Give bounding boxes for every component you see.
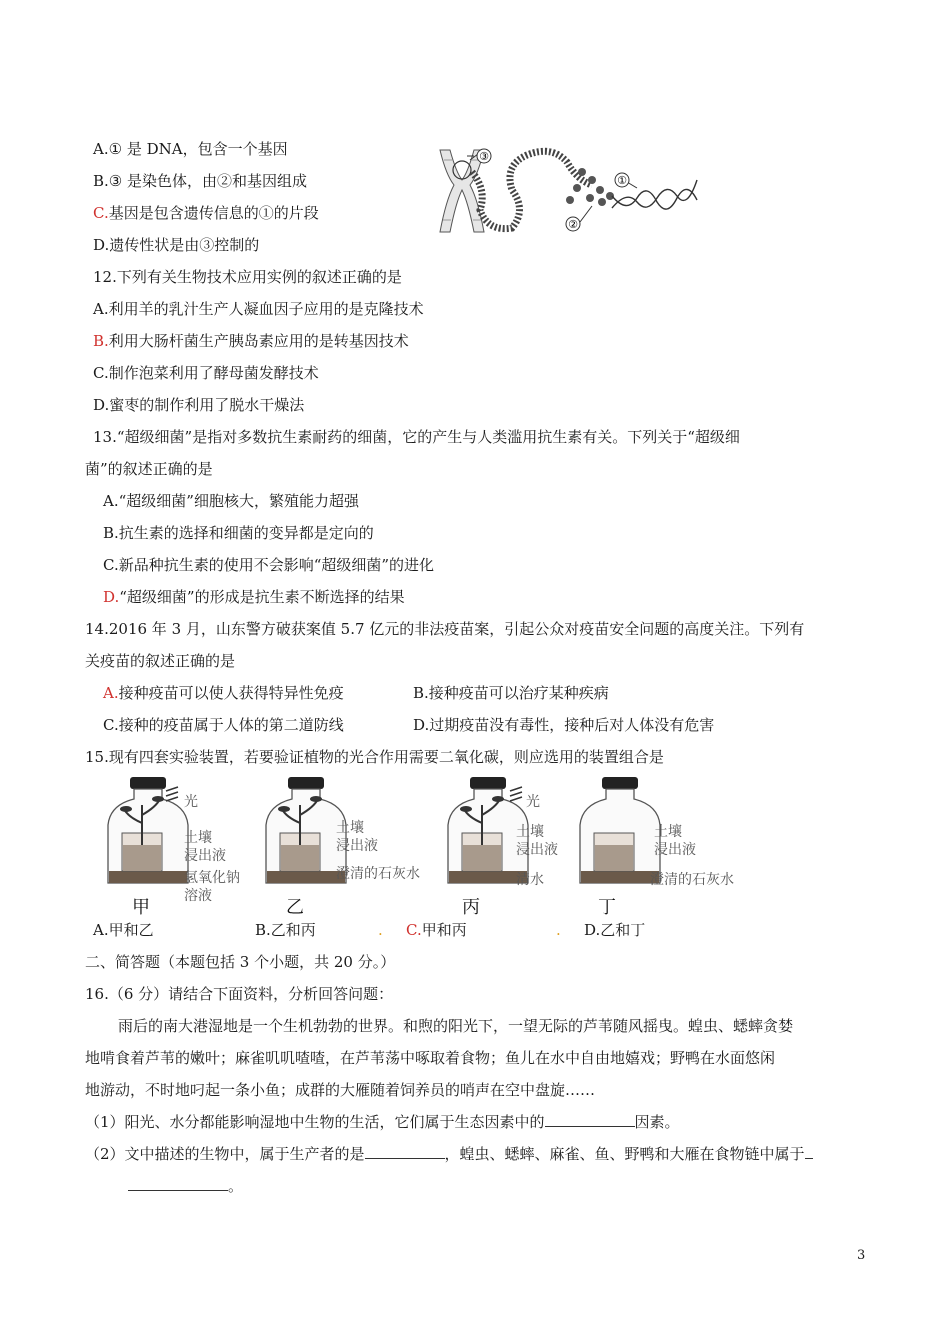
q13-stem-line2: 菌”的叙述正确的是 [85,460,213,478]
q15-option-c[interactable] [406,920,467,940]
q11-option-a[interactable]: A.① 是 DNA，包含一个基因 [93,140,288,158]
q16-sub2-text: （2）文中描述的生物中，属于生产者的是 [85,1145,365,1163]
figure-marker-1: ① [617,174,627,187]
q14-option-a-text: 接种疫苗可以使人获得特异性免疫 [118,684,344,702]
q16-sub1-blank[interactable] [545,1112,635,1127]
jar-jia [100,775,270,920]
q14-option-d[interactable]: D.过期疫苗没有毒性，接种后对人体没有危害 [413,716,715,734]
figure-marker-2: ② [568,218,578,231]
q15-stem: 15.现有四套实验装置，若要验证植物的光合作用需要二氧化碳，则应选用的装置组合是 [85,748,664,766]
q11-option-c-text: 基因是包含遗传信息的①的片段 [108,204,319,222]
jar-yi-soil-label: 土壤 [336,820,364,836]
q16-sub1 [85,1112,680,1132]
jar-ding-soil-label: 土壤 [654,824,682,840]
q14-stem-line1: 14.2016 年 3 月，山东警方破获案值 5.7 亿元的非法疫苗案，引起公众对疫苗安全问题的高度关注。下列有 [85,620,805,638]
q12-option-b-letter: B. [93,332,109,350]
jar-jia-name: 甲 [132,897,150,918]
jar-ding [572,775,752,920]
q12-option-d[interactable]: D.蜜枣的制作利用了脱水干燥法 [93,396,305,414]
q12-option-b-text: 利用大肠杆菌生产胰岛素应用的是转基因技术 [108,332,409,350]
jar-ding-name: 丁 [598,897,616,918]
q14-option-c[interactable]: C.接种的疫苗属于人体的第二道防线 [103,716,344,734]
q13-stem-line1: 13.“超级细菌”是指对多数抗生素耐药的细菌，它的产生与人类滥用抗生素有关。下列关于“超级细 [93,428,740,446]
q14-stem-line2: 关疫苗的叙述正确的是 [85,652,236,670]
q14-option-b[interactable]: B.接种疫苗可以治疗某种疾病 [413,684,609,702]
q16-sub1-suffix: 因素。 [634,1113,680,1131]
jar-jia-extract-label: 浸出液 [184,848,226,864]
jar-jia-liquid-label: 氢氧化钠 [184,870,240,886]
page-number: 3 [857,1248,866,1263]
q16-sub2-end: 。 [228,1177,244,1195]
jar-bing-light-label: 光 [526,794,540,810]
jar-jia-light-label: 光 [184,794,198,810]
figure-marker-3: ③ [479,150,489,163]
q13-option-d[interactable] [103,587,405,607]
q12-option-a[interactable]: A.利用羊的乳汁生产人凝血因子应用的是克隆技术 [93,300,424,318]
q11-option-d[interactable]: D.遗传性状是由③控制的 [93,236,260,254]
jar-yi-extract-label: 浸出液 [336,838,378,854]
q13-option-c[interactable]: C.新品种抗生素的使用不会影响“超级细菌”的进化 [103,556,435,574]
jar-yi [258,775,438,920]
section-title: 二、简答题（本题包括 3 个小题，共 20 分。） [85,953,396,971]
jar-bing-drawing [440,775,580,920]
jar-jia-soil-label: 土壤 [184,830,212,846]
q16-sub2-middle: ，蝗虫、蟋蟀、麻雀、鱼、野鸭和大雁在食物链中属于 [444,1145,805,1163]
jar-bing-liquid-label: 清水 [516,872,544,888]
q11-option-c-letter: C. [93,204,109,222]
q16-para-line2: 地啃食着芦苇的嫩叶；麻雀叽叽喳喳，在芦苇荡中啄取着食物；鱼儿在水中自由地嬉戏；野鸭在水面悠闲 [85,1049,776,1067]
q16-para-line1: 雨后的南大港湿地是一个生机勃勃的世界。和煦的阳光下，一望无际的芦苇随风摇曳。蝗虫、蟋蟀贪婪 [118,1017,794,1035]
jar-jia-liquid-label2: 溶液 [184,888,212,904]
q12-option-c[interactable]: C.制作泡菜利用了酵母菌发酵技术 [93,364,319,382]
marker-dot: . [378,921,383,939]
jar-yi-liquid-label: 澄清的石灰水 [336,866,420,882]
q12-stem: 12.下列有关生物技术应用实例的叙述正确的是 [93,268,402,286]
jar-bing [440,775,580,920]
marker-dot: . [556,921,561,939]
q14-option-a-letter: A. [103,684,119,702]
q16-sub2-blank-lead [805,1144,813,1159]
q13-option-a[interactable]: A.“超级细菌”细胞核大，繁殖能力超强 [103,492,359,510]
q16-sub2-blank-consumer[interactable] [128,1176,228,1191]
q14-option-a[interactable] [103,683,344,703]
q13-option-d-letter: D. [103,588,120,606]
q16-sub2-continued [128,1176,243,1196]
jar-ding-liquid-label: 澄清的石灰水 [650,872,734,888]
jar-ding-extract-label: 浸出液 [654,842,696,858]
jar-yi-name: 乙 [286,897,304,918]
q13-option-d-text: “超级细菌”的形成是抗生素不断选择的结果 [119,588,405,606]
q16-sub1-text: （1）阳光、水分都能影响湿地中生物的生活，它们属于生态因素中的 [85,1113,545,1131]
q16-stem: 16.（6 分）请结合下面资料，分析回答问题： [85,985,394,1003]
q16-sub2-blank-producer[interactable] [365,1144,445,1159]
q16-sub2 [85,1144,813,1164]
q13-option-b[interactable]: B.抗生素的选择和细菌的变异都是定向的 [103,524,374,542]
q16-para-line3: 地游动，不时地叼起一条小鱼；成群的大雁随着饲养员的哨声在空中盘旋…… [85,1081,596,1099]
q12-option-b[interactable] [93,331,409,351]
q15-option-a[interactable]: A.甲和乙 [93,921,154,939]
q15-option-c-letter: C. [406,921,422,939]
jar-bing-name: 丙 [462,897,480,918]
q15-option-c-text: 甲和丙 [421,921,467,939]
jar-bing-extract-label: 浸出液 [516,842,558,858]
q15-option-d[interactable]: D.乙和丁 [584,921,646,939]
q11-option-b[interactable]: B.③ 是染色体，由②和基因组成 [93,172,308,190]
chromosome-dna-figure [432,140,702,240]
jar-bing-soil-label: 土壤 [516,824,544,840]
q11-option-c[interactable] [93,203,319,223]
q15-option-b[interactable]: B.乙和丙 [255,921,316,939]
